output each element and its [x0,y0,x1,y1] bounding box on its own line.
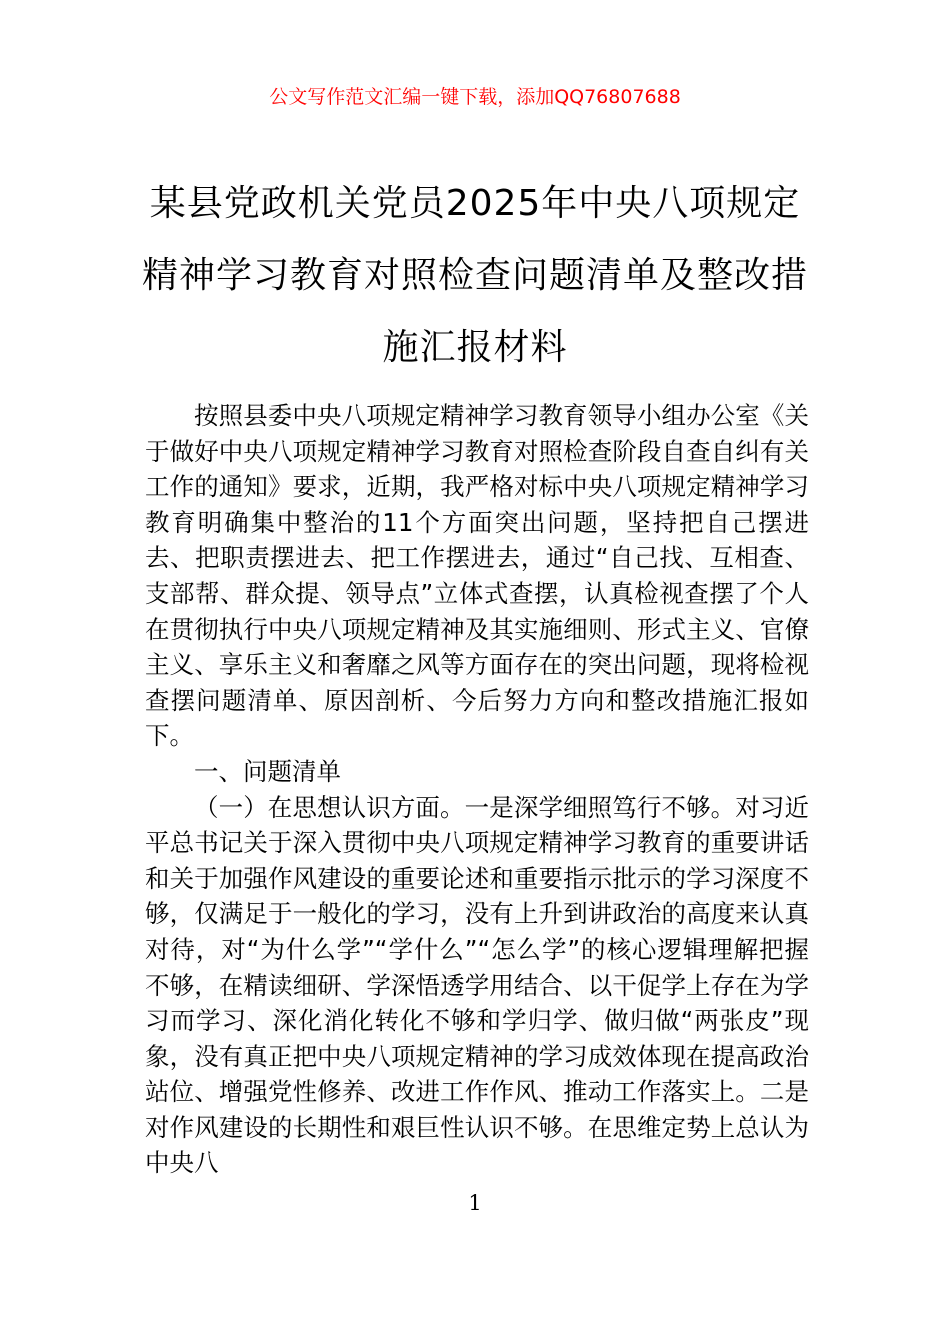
download-notice: 公文写作范文汇编一键下载，添加QQ76807688 [269,86,681,108]
document-body [145,398,809,1181]
page-number: 1 [468,1191,482,1215]
document-title: 某县党政机关党员2025年中央八项规定精神学习教育对照检查问题清单及整改措施汇报材料 [141,183,808,368]
section-paragraph: （一）在思想认识方面。一是深学细照笃行不够。对习近平总书记关于深入贯彻中央八项规定精神学习教育的重要讲话和关于加强作风建设的重要论述和重要指示批示的学习深度不够，仅满足于一般化的学习，没有上升到讲政治的高度来认真对待，对“为什么学”“学什么”“怎么学”的核心逻辑理解把握不够，在精读细研、学深悟透学用结合、以干促学上存在为学习而学习、深化消化转化不够和学归学、做归做“两张皮”现象，没有真正把中央八项规定精神的学习成效体现在提高政治站位、增强党性修养、改进工作作风、推动工作落实上。二是对作风建设的长期性和艰巨性认识不够。在思维定势上总认为中央八 [145,792,809,1178]
intro-paragraph: 按照县委中央八项规定精神学习教育领导小组办公室《关于做好中央八项规定精神学习教育对照检查阶段自查自纠有关工作的通知》要求，近期，我严格对标中央八项规定精神学习教育明确集中整治的11个方面突出问题，坚持把自己摆进去、把职责摆进去、把工作摆进去，通过“自己找、互相查、支部帮、群众提、领导点”立体式查摆，认真检视查摆了个人在贯彻执行中央八项规定精神及其实施细则、形式主义、官僚主义、享乐主义和奢靡之风等方面存在的突出问题，现将检视查摆问题清单、原因剖析、今后努力方向和整改措施汇报如下。 [145,401,809,751]
section-heading: 一、问题清单 [194,756,341,786]
